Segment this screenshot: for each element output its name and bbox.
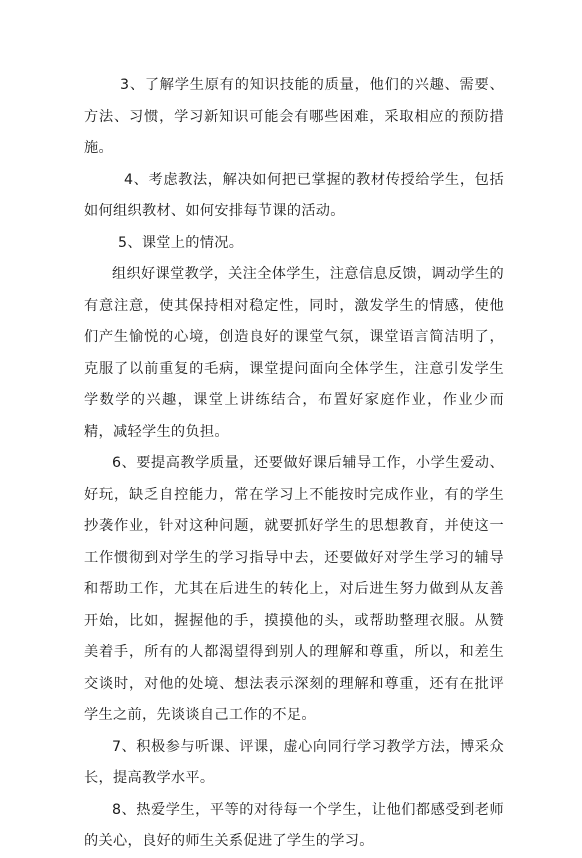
- paragraph-item-6: 6、要提高教学质量，还要做好课后辅导工作，小学生爱动、好玩，缺乏自控能力，常在学习上不能按时完成作业，有的学生抄袭作业，针对这种问题，就要抓好学生的思想教育，并使这一工作惯彻到对学生的学习指导中去，还要做好对学生学习的辅导和帮助工作，尤其在后进生的转化上，对后进生努力做到从友善开始，比如，握握他的手，摸摸他的头，或帮助整理衣服。从赞美着手，所有的人都渴望得到别人的理解和尊重，所以，和差生交谈时，对他的处境、想法表示深刻的理解和尊重，还有在批评学生之前，先谈谈自己工作的不足。: [84, 455, 504, 723]
- paragraph-item-5-heading: 5、课堂上的情况。: [118, 234, 244, 251]
- paragraph-item-8: 8、热爱学生，平等的对待每一个学生，让他们都感受到老师的关心，良好的师生关系促进了学生的学习。: [84, 801, 504, 849]
- paragraph-classroom-details: 组织好课堂教学，关注全体学生，注意信息反馈，调动学生的有意注意，使其保持相对稳定性，同时，激发学生的情感，使他们产生愉悦的心境，创造良好的课堂气氛，课堂语言简洁明了，克服了以前重复的毛病，课堂提问面向全体学生，注意引发学生学数学的兴趣，课堂上讲练结合，布置好家庭作业，作业少而精，减轻学生的负担。: [84, 266, 504, 440]
- paragraph-item-3: 3、了解学生原有的知识技能的质量，他们的兴趣、需要、方法、习惯，学习新知识可能会有哪些困难，采取相应的预防措施。: [84, 77, 504, 156]
- document-body: [84, 70, 504, 858]
- paragraph-item-4: 4、考虑教法，解决如何把已掌握的教材传授给学生，包括如何组织教材、如何安排每节课的活动。: [84, 171, 504, 219]
- paragraph-item-7: 7、积极参与听课、评课，虚心向同行学习教学方法，博采众长，提高教学水平。: [84, 738, 504, 786]
